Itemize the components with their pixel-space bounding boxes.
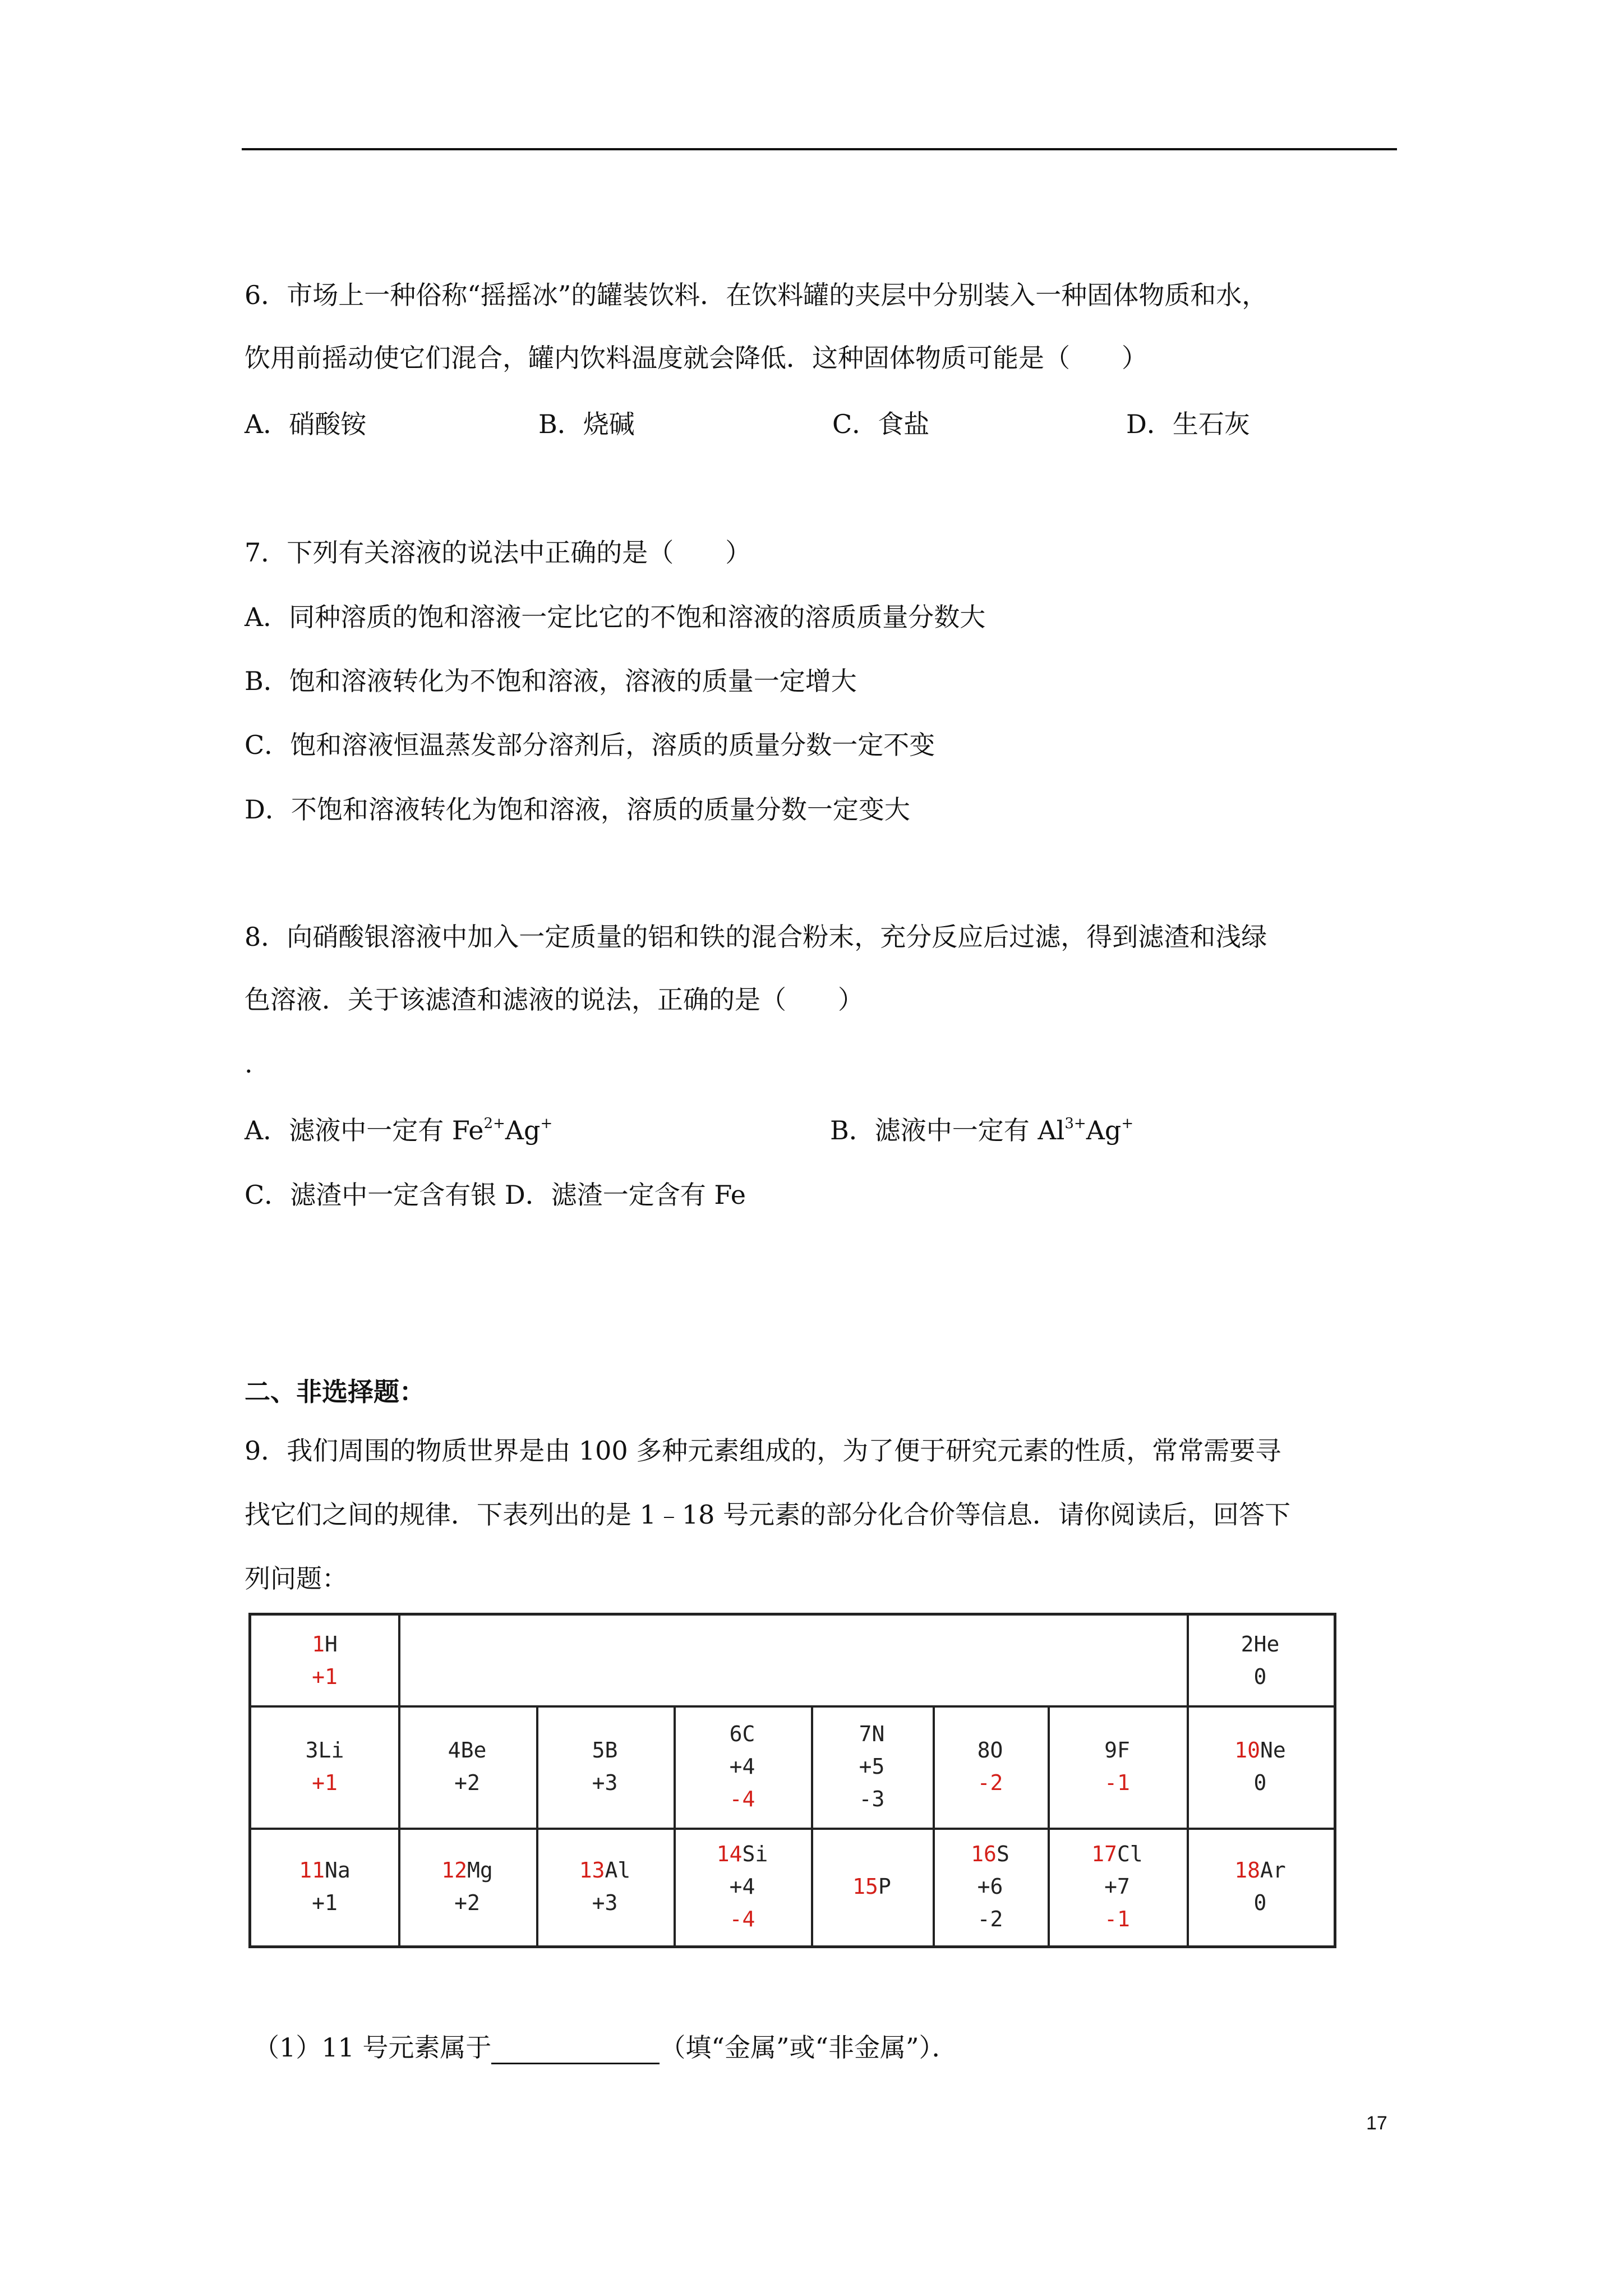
atomic-number: 2 bbox=[1241, 1632, 1254, 1657]
atomic-number: 16 bbox=[971, 1842, 997, 1866]
element-symbol-text: Ne bbox=[1260, 1738, 1286, 1763]
q9-subquestion-1: （1）11 号元素属于 （填“金属”或“非金属”）． bbox=[253, 2031, 958, 2064]
valence-value: +4 bbox=[729, 1874, 755, 1899]
element-symbol-text: He bbox=[1253, 1632, 1280, 1657]
element-symbol bbox=[1104, 1734, 1130, 1766]
valence-value: -4 bbox=[729, 1907, 755, 1931]
element-symbol bbox=[579, 1854, 631, 1887]
valence-value: -2 bbox=[977, 1770, 1003, 1795]
q7-option-d: D．不饱和溶液转化为饱和溶液，溶质的质量分数一定变大 bbox=[245, 794, 910, 825]
element-symbol bbox=[717, 1838, 768, 1870]
element-cell-ar bbox=[1187, 1828, 1334, 1945]
element-cell-ne bbox=[1187, 1705, 1334, 1828]
element-cell-o bbox=[933, 1705, 1048, 1828]
q8-option-cd: C．滤渣中一定含有银 D．滤渣一定含有 Fe bbox=[245, 1180, 746, 1210]
atomic-number: 12 bbox=[441, 1858, 467, 1883]
element-cell-h bbox=[251, 1616, 398, 1705]
valence-value: +1 bbox=[312, 1890, 338, 1915]
atomic-number: 10 bbox=[1234, 1738, 1260, 1763]
q6-option-c: C．食盐 bbox=[832, 409, 930, 439]
valence-value: +2 bbox=[454, 1770, 480, 1795]
element-symbol bbox=[441, 1854, 493, 1887]
q8-option-a: A．滤液中一定有 $Fe^{2+}Ag^+$ bbox=[245, 1115, 553, 1145]
valence-value: 0 bbox=[1253, 1664, 1267, 1689]
element-symbol bbox=[1234, 1854, 1286, 1887]
element-cell-cl bbox=[1048, 1828, 1187, 1945]
element-cell-p bbox=[811, 1828, 933, 1945]
element-symbol bbox=[852, 1870, 891, 1903]
element-symbol bbox=[859, 1718, 885, 1750]
atomic-number: 7 bbox=[859, 1722, 872, 1746]
element-symbol bbox=[978, 1734, 1003, 1766]
q9-line2: 找它们之间的规律．下表列出的是 1﹣18 号元素的部分化合价等信息．请你阅读后，回答下 bbox=[245, 1499, 1291, 1530]
q9-line3: 列问题： bbox=[245, 1563, 348, 1594]
atomic-number: 3 bbox=[305, 1738, 319, 1763]
valence-value: -4 bbox=[729, 1787, 755, 1811]
atomic-number: 4 bbox=[448, 1738, 461, 1763]
element-symbol bbox=[312, 1628, 338, 1660]
element-symbol bbox=[730, 1718, 755, 1750]
atomic-number: 9 bbox=[1104, 1738, 1117, 1763]
valence-value: +4 bbox=[729, 1754, 755, 1779]
section-heading: 二、非选择题： bbox=[245, 1377, 425, 1407]
q7-stem: 7．下列有关溶液的说法中正确的是（ ） bbox=[245, 537, 751, 568]
element-symbol-text: F bbox=[1117, 1738, 1130, 1763]
element-symbol-text: H bbox=[325, 1632, 338, 1657]
q9-line1: 9．我们周围的物质世界是由 100 多种元素组成的，为了便于研究元素的性质，常常需要寻 bbox=[245, 1435, 1281, 1466]
element-symbol-text: N bbox=[872, 1722, 885, 1746]
element-cell-al bbox=[536, 1828, 674, 1945]
valence-value: 0 bbox=[1253, 1770, 1267, 1795]
valence-value: +6 bbox=[977, 1874, 1003, 1899]
element-symbol bbox=[448, 1734, 487, 1766]
valence-value: +3 bbox=[592, 1890, 618, 1915]
element-symbol bbox=[299, 1854, 351, 1887]
element-symbol-text: Si bbox=[742, 1842, 768, 1866]
q8-line2: 色溶液．关于该滤渣和滤液的说法，正确的是（ ） bbox=[245, 984, 864, 1015]
element-symbol bbox=[592, 1734, 618, 1766]
q6-option-a: A．硝酸铵 bbox=[245, 409, 367, 439]
valence-value: -2 bbox=[977, 1907, 1003, 1931]
element-symbol bbox=[1091, 1838, 1143, 1870]
element-cell-na bbox=[251, 1828, 398, 1945]
atomic-number: 13 bbox=[579, 1858, 605, 1883]
element-symbol-text: O bbox=[990, 1738, 1003, 1763]
valence-value: -1 bbox=[1104, 1907, 1130, 1931]
valence-value: +2 bbox=[454, 1890, 480, 1915]
valence-value: -3 bbox=[859, 1787, 885, 1811]
valence-value: -1 bbox=[1104, 1770, 1130, 1795]
element-symbol-text: B bbox=[605, 1738, 618, 1763]
q6-line1: 6．市场上一种俗称“摇摇冰”的罐装饮料．在饮料罐的夹层中分别装入一种固体物质和水， bbox=[245, 280, 1268, 310]
q6-line2: 饮用前摇动使它们混合，罐内饮料温度就会降低．这种固体物质可能是（ ） bbox=[245, 343, 1147, 373]
element-cell-li bbox=[251, 1705, 398, 1828]
element-symbol bbox=[971, 1838, 1009, 1870]
atomic-number: 18 bbox=[1234, 1858, 1260, 1883]
atomic-number: 11 bbox=[299, 1858, 325, 1883]
valence-value: +1 bbox=[312, 1664, 338, 1689]
atomic-number: 5 bbox=[592, 1738, 605, 1763]
element-symbol-text: Al bbox=[605, 1858, 631, 1883]
q6-option-b: B．烧碱 bbox=[538, 409, 635, 439]
valence-value: +1 bbox=[312, 1770, 338, 1795]
element-cell-n bbox=[811, 1705, 933, 1828]
element-symbol-text: Li bbox=[318, 1738, 344, 1763]
element-symbol-text: Na bbox=[325, 1858, 351, 1883]
element-symbol-text: P bbox=[878, 1874, 891, 1899]
element-table bbox=[248, 1613, 1336, 1948]
atomic-number: 17 bbox=[1091, 1842, 1117, 1866]
element-cell-b bbox=[536, 1705, 674, 1828]
element-cell-si bbox=[674, 1828, 811, 1945]
element-symbol bbox=[1234, 1734, 1286, 1766]
element-cell-c bbox=[674, 1705, 811, 1828]
q8-option-b: B．滤液中一定有 $Al^{3+}Ag^+$ bbox=[830, 1115, 1134, 1145]
element-cell-be bbox=[398, 1705, 536, 1828]
q8-dot: . bbox=[245, 1048, 253, 1079]
valence-value: +3 bbox=[592, 1770, 618, 1795]
atomic-number: 8 bbox=[977, 1738, 990, 1763]
valence-value: +5 bbox=[859, 1754, 885, 1779]
element-cell-he bbox=[1187, 1616, 1334, 1705]
element-symbol-text: S bbox=[996, 1842, 1009, 1866]
header-rule bbox=[242, 148, 1397, 150]
element-cell-mg bbox=[398, 1828, 536, 1945]
q7-option-c: C．饱和溶液恒温蒸发部分溶剂后，溶质的质量分数一定不变 bbox=[245, 730, 935, 760]
element-symbol-text: Ar bbox=[1260, 1858, 1286, 1883]
atomic-number: 1 bbox=[312, 1632, 325, 1657]
page-number: 17 bbox=[1366, 2113, 1387, 2134]
element-cell-f bbox=[1048, 1705, 1187, 1828]
q7-option-a: A．同种溶质的饱和溶液一定比它的不饱和溶液的溶质质量分数大 bbox=[245, 602, 986, 632]
atomic-number: 6 bbox=[729, 1722, 743, 1746]
element-symbol bbox=[1241, 1628, 1280, 1660]
answer-blank[interactable] bbox=[491, 2038, 660, 2064]
element-symbol bbox=[306, 1734, 344, 1766]
atomic-number: 15 bbox=[852, 1874, 878, 1899]
atomic-number: 14 bbox=[716, 1842, 743, 1866]
valence-value: +7 bbox=[1104, 1874, 1130, 1899]
valence-value: 0 bbox=[1253, 1890, 1267, 1915]
element-cell-s bbox=[933, 1828, 1048, 1945]
element-symbol-text: C bbox=[742, 1722, 755, 1746]
table-grid-line bbox=[398, 1616, 400, 1705]
element-symbol-text: Cl bbox=[1117, 1842, 1143, 1866]
q7-option-b: B．饱和溶液转化为不饱和溶液，溶液的质量一定增大 bbox=[245, 666, 857, 696]
element-symbol-text: Be bbox=[460, 1738, 487, 1763]
q8-line1: 8．向硝酸银溶液中加入一定质量的铝和铁的混合粉末，充分反应后过滤，得到滤渣和浅绿 bbox=[245, 922, 1267, 952]
q6-option-d: D．生石灰 bbox=[1126, 409, 1250, 439]
element-symbol-text: Mg bbox=[467, 1858, 493, 1883]
